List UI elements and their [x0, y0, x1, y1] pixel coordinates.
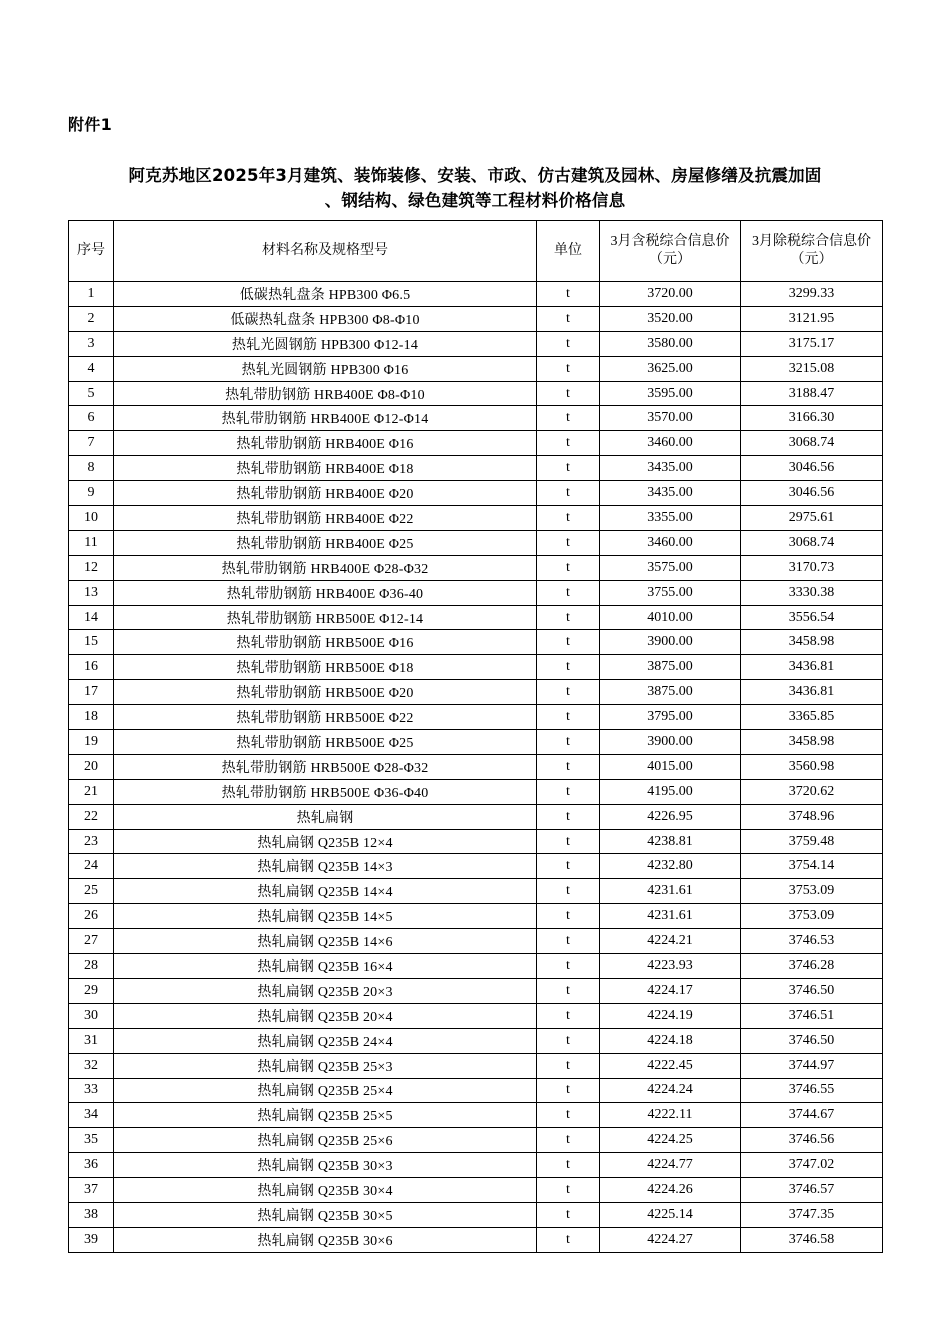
cell-material-name: 热轧扁钢 Q235B 30×5	[114, 1202, 537, 1227]
cell-material-name: 热轧扁钢 Q235B 25×6	[114, 1128, 537, 1153]
cell-unit: t	[537, 506, 600, 531]
cell-unit: t	[537, 1128, 600, 1153]
table-row	[69, 879, 883, 904]
attachment-label: 附件1	[68, 115, 113, 134]
cell-material-name: 热轧扁钢 Q235B 25×5	[114, 1103, 537, 1128]
cell-price-excl-tax: 3068.74	[741, 530, 883, 555]
cell-unit: t	[537, 904, 600, 929]
table-row	[69, 1103, 883, 1128]
column-header-name: 材料名称及规格型号	[114, 221, 537, 282]
cell-price-excl-tax: 3166.30	[741, 406, 883, 431]
table-row	[69, 779, 883, 804]
cell-material-name: 热轧扁钢 Q235B 25×4	[114, 1078, 537, 1103]
cell-serial-number: 6	[69, 406, 114, 431]
cell-price-excl-tax: 3753.09	[741, 879, 883, 904]
cell-price-incl-tax: 3900.00	[600, 630, 741, 655]
table-row	[69, 929, 883, 954]
cell-serial-number: 30	[69, 1003, 114, 1028]
cell-price-excl-tax: 3747.02	[741, 1153, 883, 1178]
cell-price-incl-tax: 3875.00	[600, 655, 741, 680]
cell-unit: t	[537, 754, 600, 779]
cell-material-name: 热轧扁钢 Q235B 30×6	[114, 1227, 537, 1252]
cell-price-incl-tax: 4015.00	[600, 754, 741, 779]
cell-unit: t	[537, 954, 600, 979]
cell-unit: t	[537, 406, 600, 431]
cell-unit: t	[537, 929, 600, 954]
cell-price-excl-tax: 3753.09	[741, 904, 883, 929]
cell-price-incl-tax: 4224.26	[600, 1178, 741, 1203]
cell-material-name: 热轧扁钢 Q235B 20×4	[114, 1003, 537, 1028]
cell-serial-number: 10	[69, 506, 114, 531]
cell-material-name: 热轧带肋钢筋 HRB400E Φ20	[114, 481, 537, 506]
cell-price-incl-tax: 3435.00	[600, 456, 741, 481]
cell-price-excl-tax: 3068.74	[741, 431, 883, 456]
cell-serial-number: 13	[69, 580, 114, 605]
table-row	[69, 1202, 883, 1227]
cell-price-incl-tax: 4224.21	[600, 929, 741, 954]
cell-unit: t	[537, 804, 600, 829]
cell-serial-number: 11	[69, 530, 114, 555]
cell-price-incl-tax: 3460.00	[600, 431, 741, 456]
cell-serial-number: 8	[69, 456, 114, 481]
cell-serial-number: 39	[69, 1227, 114, 1252]
column-header-unit: 单位	[537, 221, 600, 282]
cell-material-name: 热轧扁钢 Q235B 14×3	[114, 854, 537, 879]
cell-price-excl-tax: 3744.97	[741, 1053, 883, 1078]
table-row	[69, 1128, 883, 1153]
cell-price-excl-tax: 3720.62	[741, 779, 883, 804]
cell-price-incl-tax: 4222.45	[600, 1053, 741, 1078]
cell-price-excl-tax: 3188.47	[741, 381, 883, 406]
cell-price-incl-tax: 3460.00	[600, 530, 741, 555]
cell-unit: t	[537, 381, 600, 406]
cell-price-excl-tax: 3046.56	[741, 456, 883, 481]
cell-serial-number: 15	[69, 630, 114, 655]
page-title-line-1: 阿克苏地区2025年3月建筑、装饰装修、安装、市政、仿古建筑及园林、房屋修缮及抗震加固	[128, 166, 822, 185]
cell-price-incl-tax: 3755.00	[600, 580, 741, 605]
table-row	[69, 730, 883, 755]
cell-unit: t	[537, 431, 600, 456]
cell-unit: t	[537, 1053, 600, 1078]
cell-unit: t	[537, 1178, 600, 1203]
cell-price-excl-tax: 3121.95	[741, 306, 883, 331]
table-row	[69, 1053, 883, 1078]
cell-price-incl-tax: 4231.61	[600, 879, 741, 904]
cell-serial-number: 32	[69, 1053, 114, 1078]
cell-material-name: 低碳热轧盘条 HPB300 Φ6.5	[114, 282, 537, 307]
cell-unit: t	[537, 605, 600, 630]
cell-price-incl-tax: 3575.00	[600, 555, 741, 580]
cell-price-excl-tax: 3170.73	[741, 555, 883, 580]
cell-serial-number: 28	[69, 954, 114, 979]
table-row	[69, 1153, 883, 1178]
cell-price-incl-tax: 3795.00	[600, 705, 741, 730]
cell-price-excl-tax: 3746.58	[741, 1227, 883, 1252]
cell-price-incl-tax: 4224.25	[600, 1128, 741, 1153]
table-row	[69, 954, 883, 979]
table-row	[69, 331, 883, 356]
table-row	[69, 356, 883, 381]
cell-serial-number: 21	[69, 779, 114, 804]
column-header-price-incl-tax: 3月含税综合信息价（元）	[600, 221, 741, 282]
cell-price-excl-tax: 3560.98	[741, 754, 883, 779]
table-row	[69, 1078, 883, 1103]
material-price-table	[68, 220, 883, 1253]
cell-price-excl-tax: 3746.53	[741, 929, 883, 954]
cell-unit: t	[537, 356, 600, 381]
cell-price-excl-tax: 3746.50	[741, 1028, 883, 1053]
cell-serial-number: 19	[69, 730, 114, 755]
cell-unit: t	[537, 1078, 600, 1103]
cell-serial-number: 4	[69, 356, 114, 381]
cell-serial-number: 27	[69, 929, 114, 954]
table-row	[69, 1178, 883, 1203]
page-title	[68, 163, 882, 213]
cell-price-excl-tax: 3746.56	[741, 1128, 883, 1153]
cell-material-name: 热轧带肋钢筋 HRB500E Φ12-14	[114, 605, 537, 630]
column-header-no: 序号	[69, 221, 114, 282]
cell-material-name: 热轧带肋钢筋 HRB500E Φ20	[114, 680, 537, 705]
cell-unit: t	[537, 978, 600, 1003]
cell-material-name: 热轧带肋钢筋 HRB400E Φ8-Φ10	[114, 381, 537, 406]
cell-serial-number: 1	[69, 282, 114, 307]
cell-price-excl-tax: 3746.50	[741, 978, 883, 1003]
cell-material-name: 热轧带肋钢筋 HRB400E Φ28-Φ32	[114, 555, 537, 580]
table-row	[69, 605, 883, 630]
cell-price-excl-tax: 3458.98	[741, 630, 883, 655]
cell-serial-number: 26	[69, 904, 114, 929]
cell-price-incl-tax: 3435.00	[600, 481, 741, 506]
cell-unit: t	[537, 829, 600, 854]
cell-price-incl-tax: 4224.19	[600, 1003, 741, 1028]
cell-material-name: 热轧扁钢 Q235B 14×4	[114, 879, 537, 904]
cell-unit: t	[537, 530, 600, 555]
cell-material-name: 热轧带肋钢筋 HRB500E Φ25	[114, 730, 537, 755]
cell-serial-number: 20	[69, 754, 114, 779]
cell-price-incl-tax: 4224.27	[600, 1227, 741, 1252]
cell-material-name: 热轧带肋钢筋 HRB400E Φ36-40	[114, 580, 537, 605]
cell-price-excl-tax: 3436.81	[741, 655, 883, 680]
cell-price-incl-tax: 4195.00	[600, 779, 741, 804]
cell-price-incl-tax: 4232.80	[600, 854, 741, 879]
cell-price-incl-tax: 4222.11	[600, 1103, 741, 1128]
table-row	[69, 306, 883, 331]
cell-price-incl-tax: 4231.61	[600, 904, 741, 929]
cell-material-name: 热轧带肋钢筋 HRB500E Φ22	[114, 705, 537, 730]
cell-serial-number: 18	[69, 705, 114, 730]
cell-serial-number: 5	[69, 381, 114, 406]
table-row	[69, 555, 883, 580]
cell-serial-number: 34	[69, 1103, 114, 1128]
cell-material-name: 热轧扁钢 Q235B 24×4	[114, 1028, 537, 1053]
table-body	[69, 282, 883, 1253]
cell-price-incl-tax: 4226.95	[600, 804, 741, 829]
cell-unit: t	[537, 1028, 600, 1053]
cell-price-excl-tax: 3215.08	[741, 356, 883, 381]
cell-price-excl-tax: 3330.38	[741, 580, 883, 605]
cell-price-excl-tax: 3365.85	[741, 705, 883, 730]
cell-material-name: 热轧带肋钢筋 HRB400E Φ25	[114, 530, 537, 555]
cell-serial-number: 9	[69, 481, 114, 506]
cell-serial-number: 16	[69, 655, 114, 680]
cell-material-name: 热轧扁钢 Q235B 14×6	[114, 929, 537, 954]
cell-unit: t	[537, 1227, 600, 1252]
cell-serial-number: 33	[69, 1078, 114, 1103]
table-row	[69, 456, 883, 481]
cell-price-excl-tax: 3748.96	[741, 804, 883, 829]
cell-unit: t	[537, 879, 600, 904]
cell-unit: t	[537, 555, 600, 580]
table-row	[69, 381, 883, 406]
cell-unit: t	[537, 655, 600, 680]
table-row	[69, 580, 883, 605]
cell-serial-number: 23	[69, 829, 114, 854]
cell-unit: t	[537, 331, 600, 356]
cell-material-name: 热轧带肋钢筋 HRB500E Φ36-Φ40	[114, 779, 537, 804]
cell-unit: t	[537, 1202, 600, 1227]
cell-price-incl-tax: 3720.00	[600, 282, 741, 307]
table-row	[69, 904, 883, 929]
cell-material-name: 热轧光圆钢筋 HPB300 Φ16	[114, 356, 537, 381]
cell-material-name: 热轧扁钢 Q235B 16×4	[114, 954, 537, 979]
table-row	[69, 431, 883, 456]
cell-unit: t	[537, 1003, 600, 1028]
table-header	[69, 221, 883, 282]
cell-material-name: 热轧扁钢 Q235B 30×3	[114, 1153, 537, 1178]
table-row	[69, 506, 883, 531]
cell-unit: t	[537, 306, 600, 331]
cell-price-incl-tax: 4224.77	[600, 1153, 741, 1178]
cell-price-incl-tax: 3570.00	[600, 406, 741, 431]
cell-serial-number: 7	[69, 431, 114, 456]
cell-price-excl-tax: 3556.54	[741, 605, 883, 630]
cell-serial-number: 38	[69, 1202, 114, 1227]
table-row	[69, 630, 883, 655]
cell-price-excl-tax: 3746.55	[741, 1078, 883, 1103]
cell-price-incl-tax: 4010.00	[600, 605, 741, 630]
cell-price-incl-tax: 4225.14	[600, 1202, 741, 1227]
cell-material-name: 热轧带肋钢筋 HRB500E Φ18	[114, 655, 537, 680]
cell-price-excl-tax: 3299.33	[741, 282, 883, 307]
cell-price-incl-tax: 3355.00	[600, 506, 741, 531]
cell-price-incl-tax: 4238.81	[600, 829, 741, 854]
cell-unit: t	[537, 680, 600, 705]
cell-price-excl-tax: 3175.17	[741, 331, 883, 356]
cell-price-excl-tax: 3754.14	[741, 854, 883, 879]
cell-price-incl-tax: 3580.00	[600, 331, 741, 356]
cell-material-name: 低碳热轧盘条 HPB300 Φ8-Φ10	[114, 306, 537, 331]
cell-price-excl-tax: 2975.61	[741, 506, 883, 531]
cell-unit: t	[537, 1153, 600, 1178]
table-row	[69, 1003, 883, 1028]
cell-price-excl-tax: 3746.57	[741, 1178, 883, 1203]
table-row	[69, 655, 883, 680]
cell-unit: t	[537, 705, 600, 730]
column-header-price-excl-tax: 3月除税综合信息价（元）	[741, 221, 883, 282]
table-row	[69, 1028, 883, 1053]
cell-material-name: 热轧带肋钢筋 HRB400E Φ22	[114, 506, 537, 531]
cell-unit: t	[537, 481, 600, 506]
table-header-row	[69, 221, 883, 282]
table-row	[69, 754, 883, 779]
cell-serial-number: 14	[69, 605, 114, 630]
cell-serial-number: 24	[69, 854, 114, 879]
cell-price-incl-tax: 3520.00	[600, 306, 741, 331]
cell-material-name: 热轧带肋钢筋 HRB400E Φ12-Φ14	[114, 406, 537, 431]
cell-material-name: 热轧带肋钢筋 HRB400E Φ16	[114, 431, 537, 456]
table-row	[69, 282, 883, 307]
cell-material-name: 热轧带肋钢筋 HRB500E Φ28-Φ32	[114, 754, 537, 779]
table-row	[69, 406, 883, 431]
cell-serial-number: 22	[69, 804, 114, 829]
table-row	[69, 1227, 883, 1252]
cell-price-excl-tax: 3746.28	[741, 954, 883, 979]
cell-price-incl-tax: 3625.00	[600, 356, 741, 381]
cell-serial-number: 12	[69, 555, 114, 580]
cell-unit: t	[537, 854, 600, 879]
cell-material-name: 热轧扁钢	[114, 804, 537, 829]
cell-price-incl-tax: 4224.24	[600, 1078, 741, 1103]
cell-unit: t	[537, 779, 600, 804]
cell-unit: t	[537, 456, 600, 481]
cell-material-name: 热轧带肋钢筋 HRB500E Φ16	[114, 630, 537, 655]
cell-material-name: 热轧扁钢 Q235B 12×4	[114, 829, 537, 854]
table-row	[69, 680, 883, 705]
cell-unit: t	[537, 1103, 600, 1128]
cell-unit: t	[537, 580, 600, 605]
cell-price-incl-tax: 4224.17	[600, 978, 741, 1003]
cell-price-incl-tax: 4224.18	[600, 1028, 741, 1053]
cell-serial-number: 37	[69, 1178, 114, 1203]
cell-price-incl-tax: 3595.00	[600, 381, 741, 406]
cell-price-excl-tax: 3046.56	[741, 481, 883, 506]
cell-serial-number: 29	[69, 978, 114, 1003]
table-row	[69, 978, 883, 1003]
cell-material-name: 热轧光圆钢筋 HPB300 Φ12-14	[114, 331, 537, 356]
cell-price-excl-tax: 3436.81	[741, 680, 883, 705]
cell-material-name: 热轧扁钢 Q235B 30×4	[114, 1178, 537, 1203]
table-row	[69, 705, 883, 730]
table-row	[69, 854, 883, 879]
cell-price-excl-tax: 3458.98	[741, 730, 883, 755]
cell-serial-number: 17	[69, 680, 114, 705]
cell-price-incl-tax: 3900.00	[600, 730, 741, 755]
cell-price-excl-tax: 3744.67	[741, 1103, 883, 1128]
cell-material-name: 热轧扁钢 Q235B 25×3	[114, 1053, 537, 1078]
cell-serial-number: 35	[69, 1128, 114, 1153]
table-row	[69, 804, 883, 829]
cell-price-excl-tax: 3747.35	[741, 1202, 883, 1227]
cell-serial-number: 25	[69, 879, 114, 904]
cell-material-name: 热轧扁钢 Q235B 20×3	[114, 978, 537, 1003]
cell-material-name: 热轧扁钢 Q235B 14×5	[114, 904, 537, 929]
cell-serial-number: 36	[69, 1153, 114, 1178]
cell-unit: t	[537, 730, 600, 755]
cell-price-incl-tax: 4223.93	[600, 954, 741, 979]
cell-unit: t	[537, 630, 600, 655]
cell-price-incl-tax: 3875.00	[600, 680, 741, 705]
cell-price-excl-tax: 3746.51	[741, 1003, 883, 1028]
cell-price-excl-tax: 3759.48	[741, 829, 883, 854]
cell-serial-number: 2	[69, 306, 114, 331]
cell-serial-number: 3	[69, 331, 114, 356]
table-row	[69, 829, 883, 854]
cell-serial-number: 31	[69, 1028, 114, 1053]
cell-unit: t	[537, 282, 600, 307]
cell-material-name: 热轧带肋钢筋 HRB400E Φ18	[114, 456, 537, 481]
table-row	[69, 530, 883, 555]
table-row	[69, 481, 883, 506]
page-title-line-2: 、钢结构、绿色建筑等工程材料价格信息	[324, 191, 626, 210]
